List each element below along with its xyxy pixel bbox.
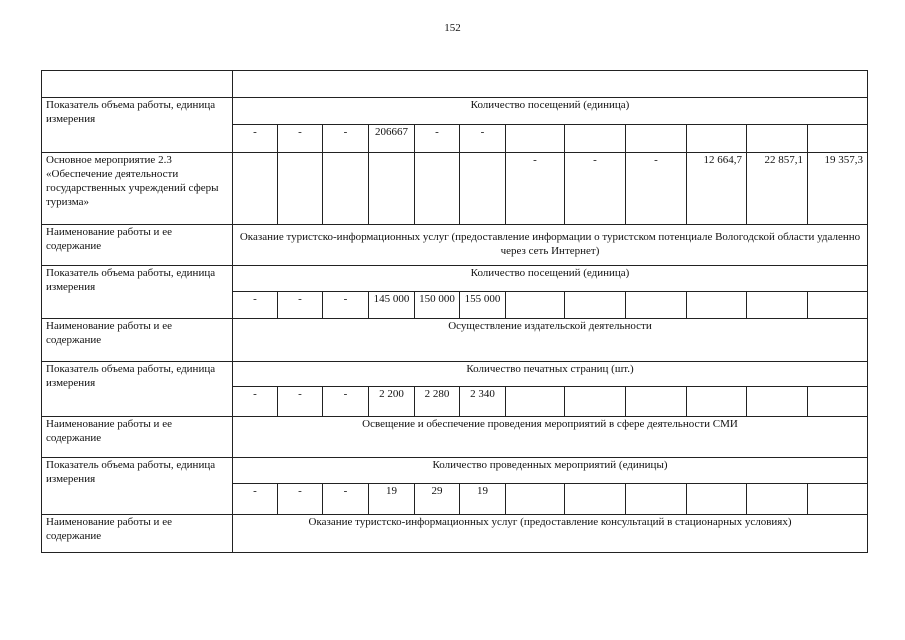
empty-cell bbox=[626, 125, 687, 153]
event-row-2-3 bbox=[42, 153, 868, 225]
empty-cell bbox=[626, 387, 687, 417]
continuation-row bbox=[42, 71, 868, 98]
value-cell: - bbox=[323, 387, 369, 417]
empty-cell bbox=[747, 125, 808, 153]
indicator-label-3: Показатель объема работы, единица измерения bbox=[42, 362, 233, 417]
event-dash-cell: - bbox=[506, 153, 565, 225]
page-number: 152 bbox=[444, 22, 461, 34]
empty-cell bbox=[369, 153, 415, 225]
indicator-row-4 bbox=[42, 458, 868, 484]
empty-cell bbox=[506, 125, 565, 153]
work-text-1: Оказание туристско-информационных услуг (предоставление информации о туристском потенциале Вологодской области удаленно через сеть Интернет) bbox=[233, 225, 868, 266]
continuation-label-cell bbox=[42, 71, 233, 98]
indicator-label-4: Показатель объема работы, единица измерения bbox=[42, 458, 233, 515]
work-row-4 bbox=[42, 515, 868, 553]
value-cell: 19 bbox=[460, 484, 506, 515]
empty-cell bbox=[323, 153, 369, 225]
empty-cell bbox=[687, 387, 747, 417]
empty-cell bbox=[278, 153, 323, 225]
value-cell: 2 200 bbox=[369, 387, 415, 417]
indicator-label-1: Показатель объема работы, единица измерения bbox=[42, 98, 233, 153]
value-cell: - bbox=[278, 484, 323, 515]
empty-cell bbox=[626, 484, 687, 515]
empty-cell bbox=[460, 153, 506, 225]
indicator-label-2: Показатель объема работы, единица измерения bbox=[42, 266, 233, 319]
work-text-2: Осуществление издательской деятельности bbox=[233, 319, 868, 362]
indicator-header-2: Количество посещений (единица) bbox=[233, 266, 868, 292]
empty-cell bbox=[233, 153, 278, 225]
empty-cell bbox=[808, 125, 868, 153]
value-cell: - bbox=[460, 125, 506, 153]
value-cell: 150 000 bbox=[415, 292, 460, 319]
value-cell: - bbox=[233, 484, 278, 515]
work-row-1 bbox=[42, 225, 868, 266]
indicator-row-3 bbox=[42, 362, 868, 387]
work-text-3: Освещение и обеспечение проведения мероприятий в сфере деятельности СМИ bbox=[233, 417, 868, 458]
work-label-1: Наименование работы и ее содержание bbox=[42, 225, 233, 266]
empty-cell bbox=[747, 387, 808, 417]
indicator-header-4: Количество проведенных мероприятий (единицы) bbox=[233, 458, 868, 484]
empty-cell bbox=[565, 387, 626, 417]
event-dash-cell: - bbox=[565, 153, 626, 225]
empty-cell bbox=[565, 125, 626, 153]
value-cell: 2 340 bbox=[460, 387, 506, 417]
work-label-4: Наименование работы и ее содержание bbox=[42, 515, 233, 553]
continuation-text bbox=[233, 71, 868, 98]
empty-cell bbox=[506, 387, 565, 417]
value-cell: - bbox=[323, 125, 369, 153]
empty-cell bbox=[747, 484, 808, 515]
value-cell: - bbox=[415, 125, 460, 153]
indicator-row-2 bbox=[42, 266, 868, 292]
event-amount-cell: 22 857,1 bbox=[747, 153, 808, 225]
empty-cell bbox=[506, 292, 565, 319]
value-cell: - bbox=[278, 387, 323, 417]
empty-cell bbox=[687, 125, 747, 153]
empty-cell bbox=[506, 484, 565, 515]
value-cell: - bbox=[233, 292, 278, 319]
empty-cell bbox=[415, 153, 460, 225]
empty-cell bbox=[626, 292, 687, 319]
event-amount-cell: 19 357,3 bbox=[808, 153, 868, 225]
indicator-header-3: Количество печатных страниц (шт.) bbox=[233, 362, 868, 387]
value-cell: 29 bbox=[415, 484, 460, 515]
value-cell: - bbox=[233, 387, 278, 417]
program-table bbox=[41, 70, 868, 553]
work-row-3 bbox=[42, 417, 868, 458]
empty-cell bbox=[747, 292, 808, 319]
empty-cell bbox=[565, 484, 626, 515]
indicator-row-1 bbox=[42, 98, 868, 125]
value-cell: 2 280 bbox=[415, 387, 460, 417]
value-cell: - bbox=[323, 484, 369, 515]
value-cell: 155 000 bbox=[460, 292, 506, 319]
value-cell: 19 bbox=[369, 484, 415, 515]
empty-cell bbox=[687, 484, 747, 515]
work-label-3: Наименование работы и ее содержание bbox=[42, 417, 233, 458]
empty-cell bbox=[808, 292, 868, 319]
value-cell: 145 000 bbox=[369, 292, 415, 319]
work-row-2 bbox=[42, 319, 868, 362]
indicator-header-1: Количество посещений (единица) bbox=[233, 98, 868, 125]
value-cell: - bbox=[233, 125, 278, 153]
work-label-2: Наименование работы и ее содержание bbox=[42, 319, 233, 362]
value-cell: - bbox=[323, 292, 369, 319]
empty-cell bbox=[808, 387, 868, 417]
empty-cell bbox=[687, 292, 747, 319]
value-cell: - bbox=[278, 292, 323, 319]
event-dash-cell: - bbox=[626, 153, 687, 225]
event-label-2-3: Основное мероприятие 2.3 «Обеспечение деятельности государственных учреждений сферы туризма» bbox=[42, 153, 233, 225]
value-cell: - bbox=[278, 125, 323, 153]
value-cell: 206667 bbox=[369, 125, 415, 153]
event-amount-cell: 12 664,7 bbox=[687, 153, 747, 225]
empty-cell bbox=[808, 484, 868, 515]
work-text-4: Оказание туристско-информационных услуг (предоставление консультаций в стационарных условиях) bbox=[233, 515, 868, 553]
empty-cell bbox=[565, 292, 626, 319]
